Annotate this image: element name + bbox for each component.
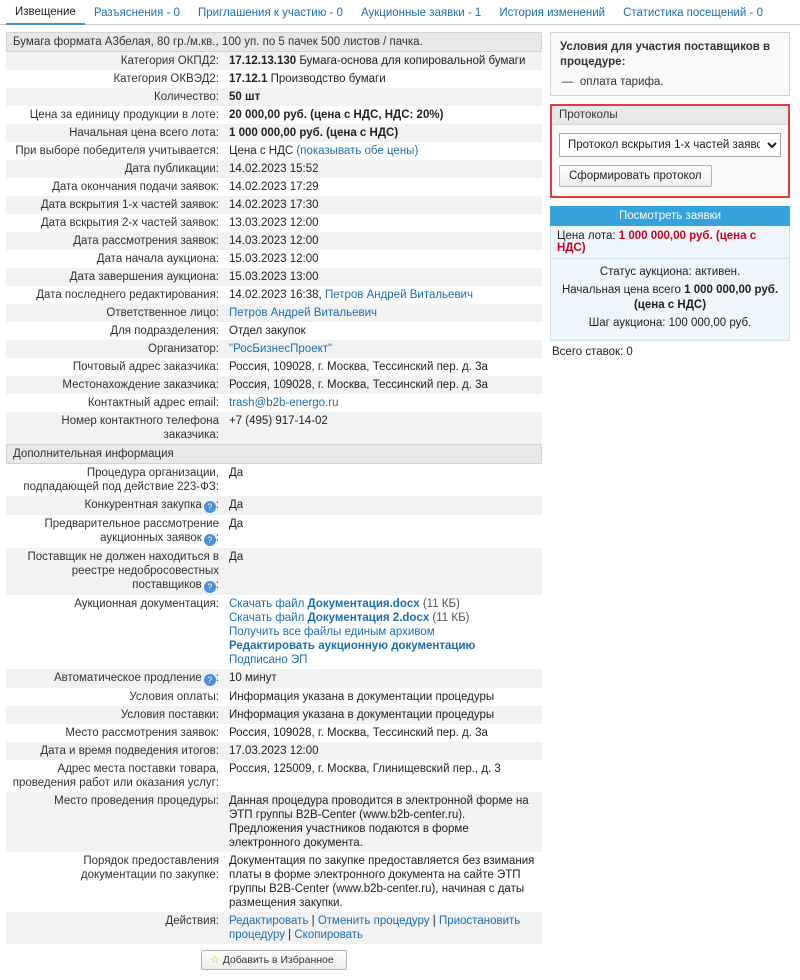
edit-documentation-link[interactable]: Редактировать аукционную документацию [229, 640, 476, 652]
table-row [6, 196, 542, 214]
row-key: Категория ОКПД2: [6, 52, 224, 70]
row-key: Цена за единицу продукции в лоте: [29, 109, 219, 121]
table-row [6, 88, 542, 106]
doc-link-row [229, 611, 537, 625]
doc-link-row [229, 597, 537, 611]
table-row [6, 706, 542, 724]
participation-conditions-title: Условия для участия поставщиков в процедуре: [560, 41, 771, 68]
row-key-text: Автоматическое продление [53, 672, 202, 684]
row-value [224, 304, 542, 322]
tab-auktsionnye-zayavki[interactable]: Аукционные заявки - 1 [360, 7, 482, 19]
row-value: Документация по закупке предоставляется без взимания платы в форме электронного документа на сайте ЭТП группы B2B-Center (www.b2b-center.ru), начиная с даты размещения закупки. [229, 855, 535, 909]
last-edit-date: 14.02.2023 16:38, [229, 289, 322, 301]
row-key: Местонахождение заказчика: [6, 376, 224, 394]
auction-step-label: Шаг аукциона: [588, 317, 666, 329]
copy-procedure-link[interactable]: Скопировать [294, 929, 364, 941]
row-value: Россия, 125009, г. Москва, Глинищевский пер., д. 3 [229, 763, 501, 775]
row-value: 13.03.2023 12:00 [229, 217, 319, 229]
doc-pre: Скачать файл [229, 612, 308, 624]
row-value [224, 394, 542, 412]
doc-link-row [229, 653, 537, 667]
contact-email-link[interactable]: trash@b2b-energo.ru [229, 397, 339, 409]
row-key: Дата вскрытия 1-х частей заявок: [6, 196, 224, 214]
row-value: 15.03.2023 12:00 [229, 253, 319, 265]
procedure-details-column [6, 32, 542, 980]
additional-info-table [6, 464, 542, 944]
row-value: 50 шт [224, 88, 542, 106]
row-value: Да [229, 518, 244, 530]
table-row [6, 688, 542, 706]
participation-conditions-body [551, 33, 789, 95]
row-value [224, 52, 542, 70]
row-key: Дата последнего редактирования: [36, 289, 219, 301]
table-row [6, 515, 542, 548]
table-row [6, 52, 542, 70]
tab-izveshchenie[interactable]: Извещение [6, 3, 85, 25]
help-icon[interactable]: ? [204, 581, 216, 593]
table-row-documentation [6, 595, 542, 669]
table-row [6, 70, 542, 88]
auction-step-row [559, 316, 781, 331]
row-value: 15.03.2023 13:00 [224, 268, 542, 286]
table-row [6, 852, 542, 912]
table-row [6, 792, 542, 852]
download-doc-2-link[interactable] [229, 612, 429, 624]
lot-description: Бумага формата А3белая, 80 гр./м.кв., 100 уп. по 5 пачек 500 листов / пачка. [6, 32, 542, 52]
row-key-text: Конкурентная закупка [84, 499, 202, 511]
table-row [6, 232, 542, 250]
row-key: Начальная цена всего лота: [6, 124, 224, 142]
okpd2-code: 17.12.13.130 [229, 55, 297, 67]
row-key: Дата вскрытия 2-х частей заявок: [40, 217, 219, 229]
help-icon[interactable]: ? [204, 534, 216, 546]
row-value [224, 595, 542, 669]
doc-size: (11 КБ) [419, 598, 460, 610]
total-bids: Всего ставок: 0 [552, 346, 633, 358]
lot-price-value: 1 000 000,00 руб. (цена с НДС) [557, 230, 757, 254]
signed-with-eds-link[interactable]: Подписано ЭП [229, 654, 308, 666]
row-value: 14.02.2023 17:29 [229, 181, 319, 193]
table-row [6, 760, 542, 792]
table-row [6, 394, 542, 412]
table-row [6, 742, 542, 760]
okved2-text: Производство бумаги [270, 73, 386, 85]
row-key: Процедура организации, подпадающей под действие 223-ФЗ: [23, 467, 219, 493]
row-key: Дата начала аукциона: [96, 253, 219, 265]
participation-condition-item: — оплата тарифа. [562, 76, 664, 88]
row-key: Номер контактного телефона заказчика: [6, 412, 224, 444]
row-key: Категория ОКВЭД2: [113, 73, 219, 85]
start-price-label: Начальная цена всего [561, 284, 681, 296]
doc-size: (11 КБ) [429, 612, 470, 624]
additional-info-header: Дополнительная информация [6, 444, 542, 464]
row-key: Дата публикации: [6, 160, 224, 178]
row-key: Аукционная документация: [74, 598, 219, 610]
row-key [6, 496, 224, 515]
table-row [6, 268, 542, 286]
tab-statistika-poseshcheniy[interactable]: Статистика посещений - 0 [623, 7, 763, 19]
row-value: Информация указана в документации процедуры [229, 691, 495, 703]
row-key: Адрес места поставки товара, проведения работ или оказания услуг: [12, 763, 219, 789]
row-value: Да [224, 548, 542, 595]
tab-bar [0, 0, 800, 25]
download-doc-1-link[interactable] [229, 598, 420, 610]
table-row [6, 250, 542, 268]
row-key-suffix: : [215, 672, 219, 684]
table-row-actions [6, 912, 542, 944]
generate-protocol-button[interactable]: Сформировать протокол [559, 165, 712, 187]
table-row [6, 322, 542, 340]
row-key: Дата завершения аукциона: [6, 268, 224, 286]
auction-status-value: активен. [694, 266, 741, 278]
view-bids-button[interactable]: Посмотреть заявки [550, 206, 790, 226]
row-value: 14.03.2023 12:00 [224, 232, 542, 250]
table-row [6, 548, 542, 595]
organizer-link[interactable]: "РосБизнесПроект" [229, 343, 333, 355]
start-price-row [559, 283, 781, 313]
auction-status-row [559, 265, 781, 280]
table-row [6, 214, 542, 232]
row-value: 14.02.2023 15:52 [224, 160, 542, 178]
row-key-suffix: : [215, 499, 219, 511]
doc-link-row [229, 625, 537, 639]
doc-filename: Документация 2.docx [307, 612, 430, 624]
row-value: Да [224, 496, 542, 515]
cancel-procedure-link[interactable]: Отменить процедуру [317, 915, 430, 927]
lot-price-label: Цена лота: [557, 230, 616, 242]
row-key-text: Предварительное рассмотрение аукционных заявок [44, 518, 219, 544]
table-row [6, 178, 542, 196]
row-key-suffix: : [215, 579, 219, 591]
table-row [6, 286, 542, 304]
auction-status-label: Статус аукциона: [599, 266, 692, 278]
auction-stats [550, 259, 790, 341]
tab-razyasneniya[interactable]: Разъяснения - 0 [93, 7, 180, 19]
sidebar-column [550, 32, 790, 363]
row-key-text: Поставщик не должен находиться в реестре недобросовестных поставщиков [27, 551, 219, 591]
doc-link-row [229, 639, 537, 653]
row-value [224, 912, 542, 944]
row-key: Условия поставки: [6, 706, 224, 724]
doc-pre: Скачать файл [229, 598, 308, 610]
table-row [6, 340, 542, 358]
row-key: Место рассмотрения заявок: [65, 727, 219, 739]
table-row [6, 464, 542, 496]
okpd2-text: Бумага-основа для копировальной бумаги [299, 55, 526, 67]
row-value: 17.03.2023 12:00 [224, 742, 542, 760]
row-key: Организатор: [6, 340, 224, 358]
table-row [6, 376, 542, 394]
row-key [6, 669, 224, 688]
last-editor-link[interactable]: Петров Андрей Витальевич [324, 289, 473, 301]
row-value: Информация указана в документации процедуры [224, 706, 542, 724]
row-value: Данная процедура проводится в электронной форме на ЭТП группы B2B-Center (www.b2b-center.ru). Предложения участников подаются в форме электронного документа. [224, 792, 542, 852]
row-value [224, 340, 542, 358]
okved2-code: 17.12.1 [229, 73, 268, 85]
table-row [6, 124, 542, 142]
edit-procedure-link[interactable]: Редактировать [229, 915, 309, 927]
row-value: Да [229, 467, 244, 479]
row-key: Дата и время подведения итогов: [6, 742, 224, 760]
lot-price-row [550, 226, 790, 259]
condition-text: оплата тарифа. [579, 76, 664, 88]
participation-conditions-panel [550, 32, 790, 96]
auction-summary-panel [550, 206, 790, 363]
sep: | [429, 915, 439, 927]
table-row [6, 160, 542, 178]
table-row [6, 358, 542, 376]
add-to-favorites-button[interactable] [201, 950, 346, 970]
row-value: Россия, 109028, г. Москва, Тессинский пер. д. 3а [229, 727, 488, 739]
row-key: Условия оплаты: [129, 691, 219, 703]
row-key: Место проведения процедуры: [6, 792, 224, 852]
row-key: При выборе победителя учитывается: [15, 145, 219, 157]
row-key-suffix: : [215, 532, 219, 544]
main-details-table [6, 52, 542, 444]
row-value: Россия, 109028, г. Москва, Тессинский пер. д. 3а [224, 376, 542, 394]
table-row [6, 412, 542, 444]
table-row [6, 142, 542, 160]
responsible-person-link[interactable]: Петров Андрей Витальевич [229, 307, 378, 319]
row-key: Действия: [6, 912, 224, 944]
doc-filename: Документация.docx [307, 598, 420, 610]
start-price-value: 1 000 000,00 руб. (цена с НДС) [633, 284, 779, 311]
row-value: 1 000 000,00 руб. (цена с НДС) [224, 124, 542, 142]
protocols-body [552, 125, 788, 196]
table-row [6, 724, 542, 742]
row-key: Порядок предоставления документации по закупке: [80, 855, 219, 881]
row-key: Дата рассмотрения заявок: [6, 232, 224, 250]
row-value [224, 70, 542, 88]
sep: | [308, 915, 318, 927]
row-key: Ответственное лицо: [6, 304, 224, 322]
table-row [6, 304, 542, 322]
row-key [6, 548, 224, 595]
table-row [6, 496, 542, 515]
row-value: 10 минут [224, 669, 542, 688]
row-value: 20 000,00 руб. (цена с НДС, НДС: 20%) [229, 109, 444, 121]
download-all-archive-link[interactable]: Получить все файлы единым архивом [229, 626, 435, 638]
row-value: Россия, 109028, г. Москва, Тессинский пер. д. 3а [229, 361, 488, 373]
protocol-select[interactable] [559, 133, 781, 157]
protocols-panel [550, 104, 790, 198]
row-value [224, 142, 542, 160]
suspend-procedure-link[interactable]: Приостановить процедуру [229, 915, 521, 941]
help-icon[interactable]: ? [204, 501, 216, 513]
page-body [0, 25, 800, 980]
auction-step-value: 100 000,00 руб. [668, 317, 752, 329]
row-value: +7 (495) 917-14-02 [224, 412, 542, 444]
star-icon: ☆ [210, 954, 220, 966]
row-key: Контактный адрес email: [87, 397, 219, 409]
row-key: Почтовый адрес заказчика: [72, 361, 219, 373]
row-value [224, 286, 542, 304]
protocols-header: Протоколы [552, 106, 788, 125]
help-icon[interactable]: ? [204, 674, 216, 686]
table-row [6, 106, 542, 124]
row-key: Дата окончания подачи заявок: [52, 181, 219, 193]
table-row [6, 669, 542, 688]
winner-price-mode: Цена с НДС [229, 145, 294, 157]
favorite-label: Добавить в Избранное [222, 954, 334, 966]
row-key: Количество: [6, 88, 224, 106]
tab-istoriya-izmeneniy[interactable]: История изменений [499, 7, 606, 19]
row-key [6, 515, 224, 548]
show-both-prices-link[interactable]: (показывать обе цены) [296, 145, 419, 157]
sep: | [284, 929, 295, 941]
row-key: Для подразделения: [110, 325, 219, 337]
row-value: Отдел закупок [229, 325, 306, 337]
tab-priglasheniya[interactable]: Приглашения к участию - 0 [197, 7, 343, 19]
favorite-area [6, 944, 542, 980]
row-value: 14.02.2023 17:30 [224, 196, 542, 214]
